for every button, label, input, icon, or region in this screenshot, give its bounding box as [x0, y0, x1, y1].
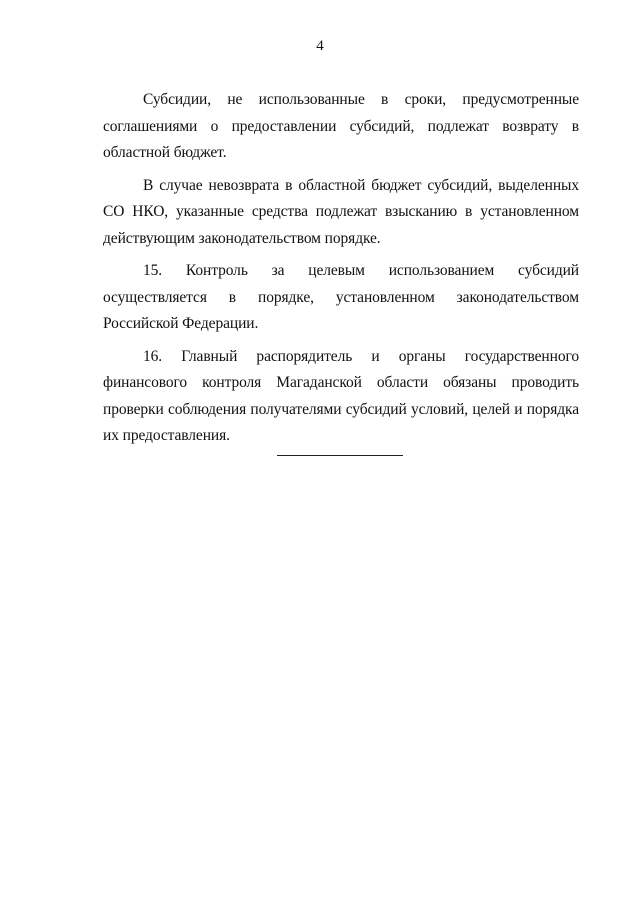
- paragraph-non-return-recovery: В случае невозврата в областной бюджет субсидий, выделенных СО НКО, указанные средства подлежат взысканию в установленном действующим законодательством порядке.: [103, 176, 579, 247]
- end-of-text-rule: [277, 455, 403, 456]
- document-body: [103, 87, 579, 456]
- paragraph-item-16-inspections: 16. Главный распорядитель и органы государственного финансового контроля Магаданской области обязаны проводить проверки соблюдения получателями субсидий условий, целей и порядка их предоставления.: [103, 347, 579, 444]
- paragraph-unused-subsidies-return: Субсидии, не использованные в сроки, предусмотренные соглашениями о предоставлении субсидий, подлежат возврату в областной бюджет.: [103, 91, 579, 161]
- paragraph-item-15-control: 15. Контроль за целевым использованием субсидий осуществляется в порядке, установленном законодательством Российской Федерации.: [103, 262, 579, 332]
- page-number: 4: [316, 38, 324, 54]
